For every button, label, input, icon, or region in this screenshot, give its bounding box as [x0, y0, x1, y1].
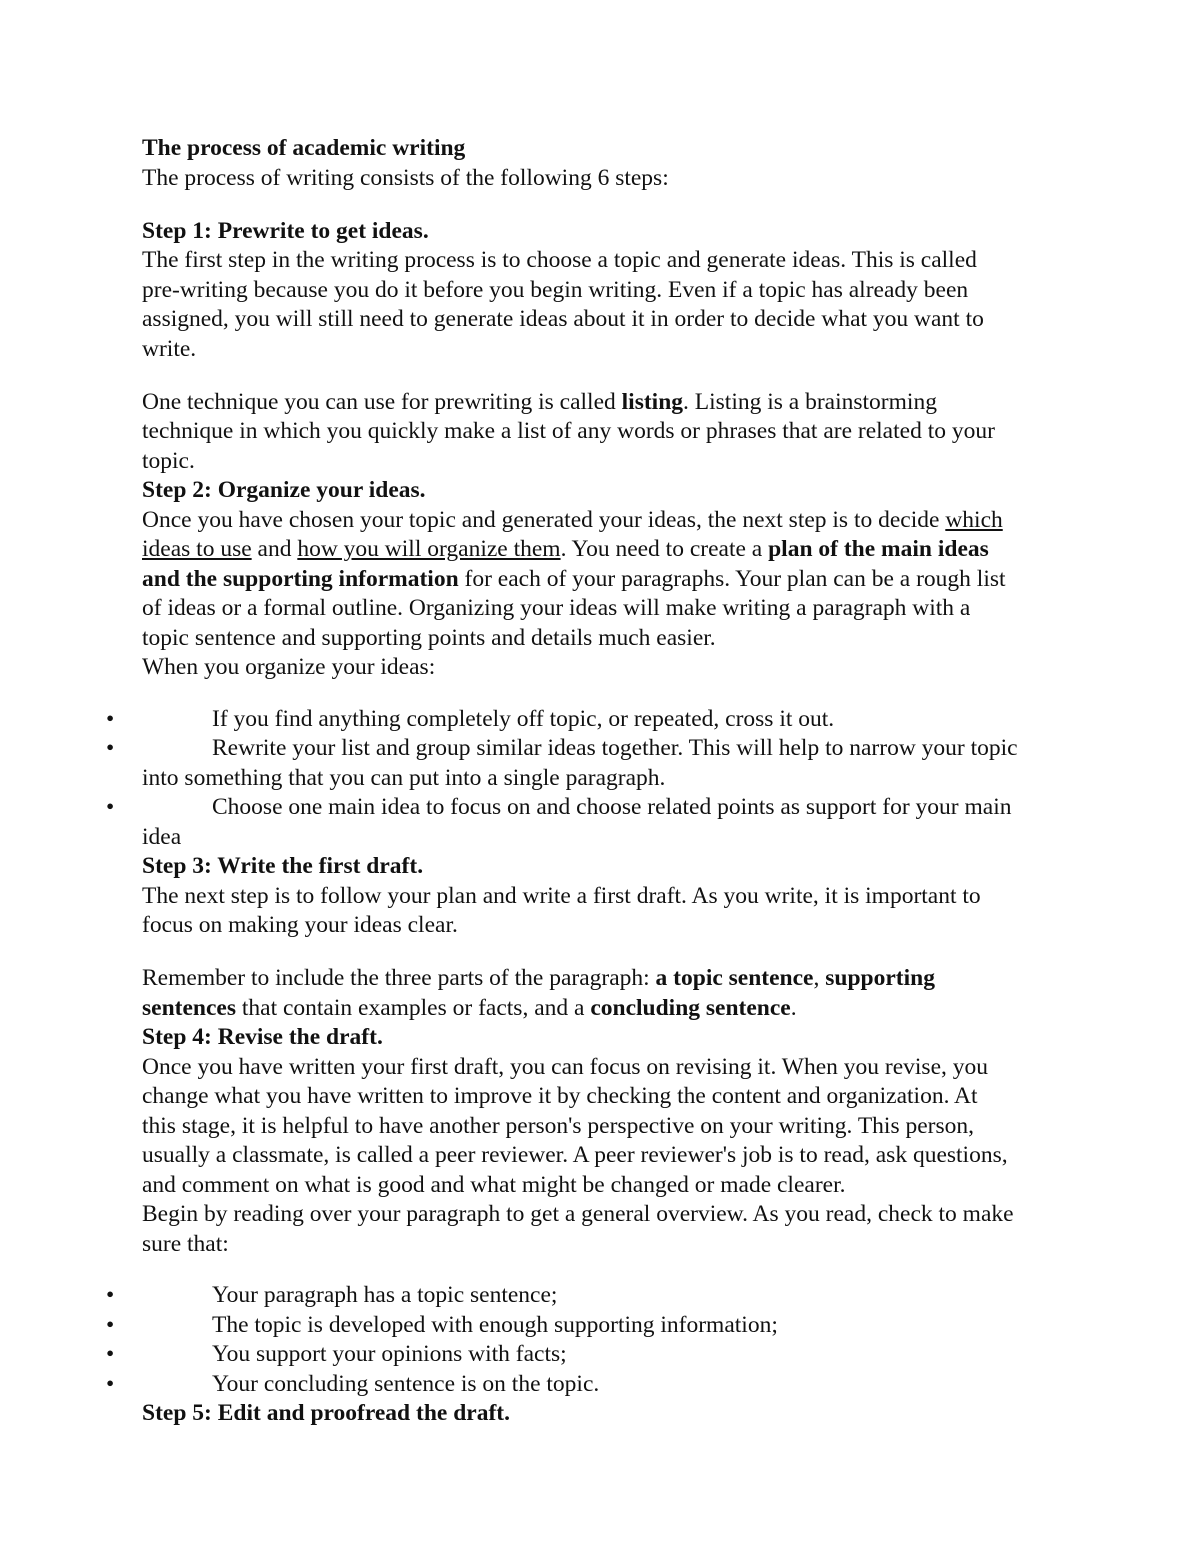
- list-item: • Rewrite your list and group similar ideas together. This will help to narrow your topic into something that you can put into a single paragraph.: [106, 735, 1018, 791]
- step4-line: this stage, it is helpful to have another person's perspective on your writing. This person,: [142, 1112, 975, 1139]
- step4-line: change what you have written to improve it by checking the content and organization. At: [142, 1083, 978, 1109]
- step3-p1-line: focus on making your ideas clear.: [142, 912, 458, 938]
- step4-line: Begin by reading over your paragraph to get a general overview. As you read, check to make: [142, 1201, 1014, 1227]
- document-title: The process of academic writing: [142, 135, 466, 161]
- bullet-icon: •: [106, 1311, 115, 1338]
- step3-heading: Step 3: Write the first draft.: [142, 853, 424, 879]
- list-item: • Choose one main idea to focus on and choose related points as support for your main idea: [106, 794, 1012, 850]
- bullet-icon: •: [106, 794, 115, 820]
- step3-p2-line: Remember to include the three parts of the paragraph: a topic sentence, supporting: [142, 965, 935, 991]
- intro-text: The process of writing consists of the following 6 steps:: [142, 164, 669, 191]
- list-item: • Your concluding sentence is on the topic.: [142, 1370, 1102, 1400]
- list-item: • The topic is developed with enough supporting information;: [142, 1311, 1102, 1341]
- step3-p2-line: sentences that contain examples or facts, and a concluding sentence.: [142, 994, 797, 1021]
- list-item: • If you find anything completely off topic, or repeated, cross it out.: [142, 705, 1102, 735]
- bullet-icon: •: [106, 735, 115, 761]
- step4-heading: Step 4: Revise the draft.: [142, 1024, 383, 1050]
- step1-p2-line: One technique you can use for prewriting is called listing. Listing is a brainstorming: [142, 388, 937, 415]
- bullet-icon: •: [106, 1282, 115, 1308]
- step1-p1-line: write.: [142, 335, 197, 362]
- bullet-icon: •: [106, 1341, 115, 1367]
- step1-p1-line: assigned, you will still need to generate ideas about it in order to decide what you want to: [142, 306, 984, 332]
- step4-line: and comment on what is good and what might be changed or made clearer.: [142, 1171, 846, 1198]
- document-page: [106, 134, 1102, 1429]
- step2-line: of ideas or a formal outline. Organizing your ideas will make writing a paragraph with a: [142, 595, 971, 621]
- step2-line: topic sentence and supporting points and details much easier.: [142, 624, 716, 651]
- step4-line: Once you have written your first draft, you can focus on revising it. When you revise, you: [142, 1053, 988, 1080]
- list-item: • You support your opinions with facts;: [142, 1340, 1102, 1370]
- bullet-icon: •: [106, 705, 115, 732]
- step1-p1-line: The first step in the writing process is to choose a topic and generate ideas. This is called: [142, 247, 977, 273]
- step2-line: When you organize your ideas:: [142, 654, 436, 680]
- bullet-icon: •: [106, 1370, 115, 1397]
- step2-heading: Step 2: Organize your ideas.: [142, 477, 426, 503]
- list-item: • Your paragraph has a topic sentence;: [142, 1281, 1102, 1311]
- step1-p1-line: pre-writing because you do it before you begin writing. Even if a topic has already been: [142, 276, 969, 303]
- step1-p2-line: technique in which you quickly make a list of any words or phrases that are related to your: [142, 418, 995, 444]
- step2-line: ideas to use and how you will organize them. You need to create a plan of the main ideas: [142, 536, 989, 562]
- step2-line: Once you have chosen your topic and generated your ideas, the next step is to decide which: [142, 506, 1003, 533]
- step3-p1-line: The next step is to follow your plan and write a first draft. As you write, it is important to: [142, 882, 981, 909]
- step1-heading: Step 1: Prewrite to get ideas.: [142, 217, 429, 244]
- step4-line: usually a classmate, is called a peer reviewer. A peer reviewer's job is to read, ask questions,: [142, 1142, 1008, 1168]
- step4-line: sure that:: [142, 1230, 229, 1257]
- step1-p2-line: topic.: [142, 447, 195, 474]
- step5-heading: Step 5: Edit and proofread the draft.: [142, 1400, 510, 1426]
- step2-line: and the supporting information for each of your paragraphs. Your plan can be a rough list: [142, 565, 1006, 592]
